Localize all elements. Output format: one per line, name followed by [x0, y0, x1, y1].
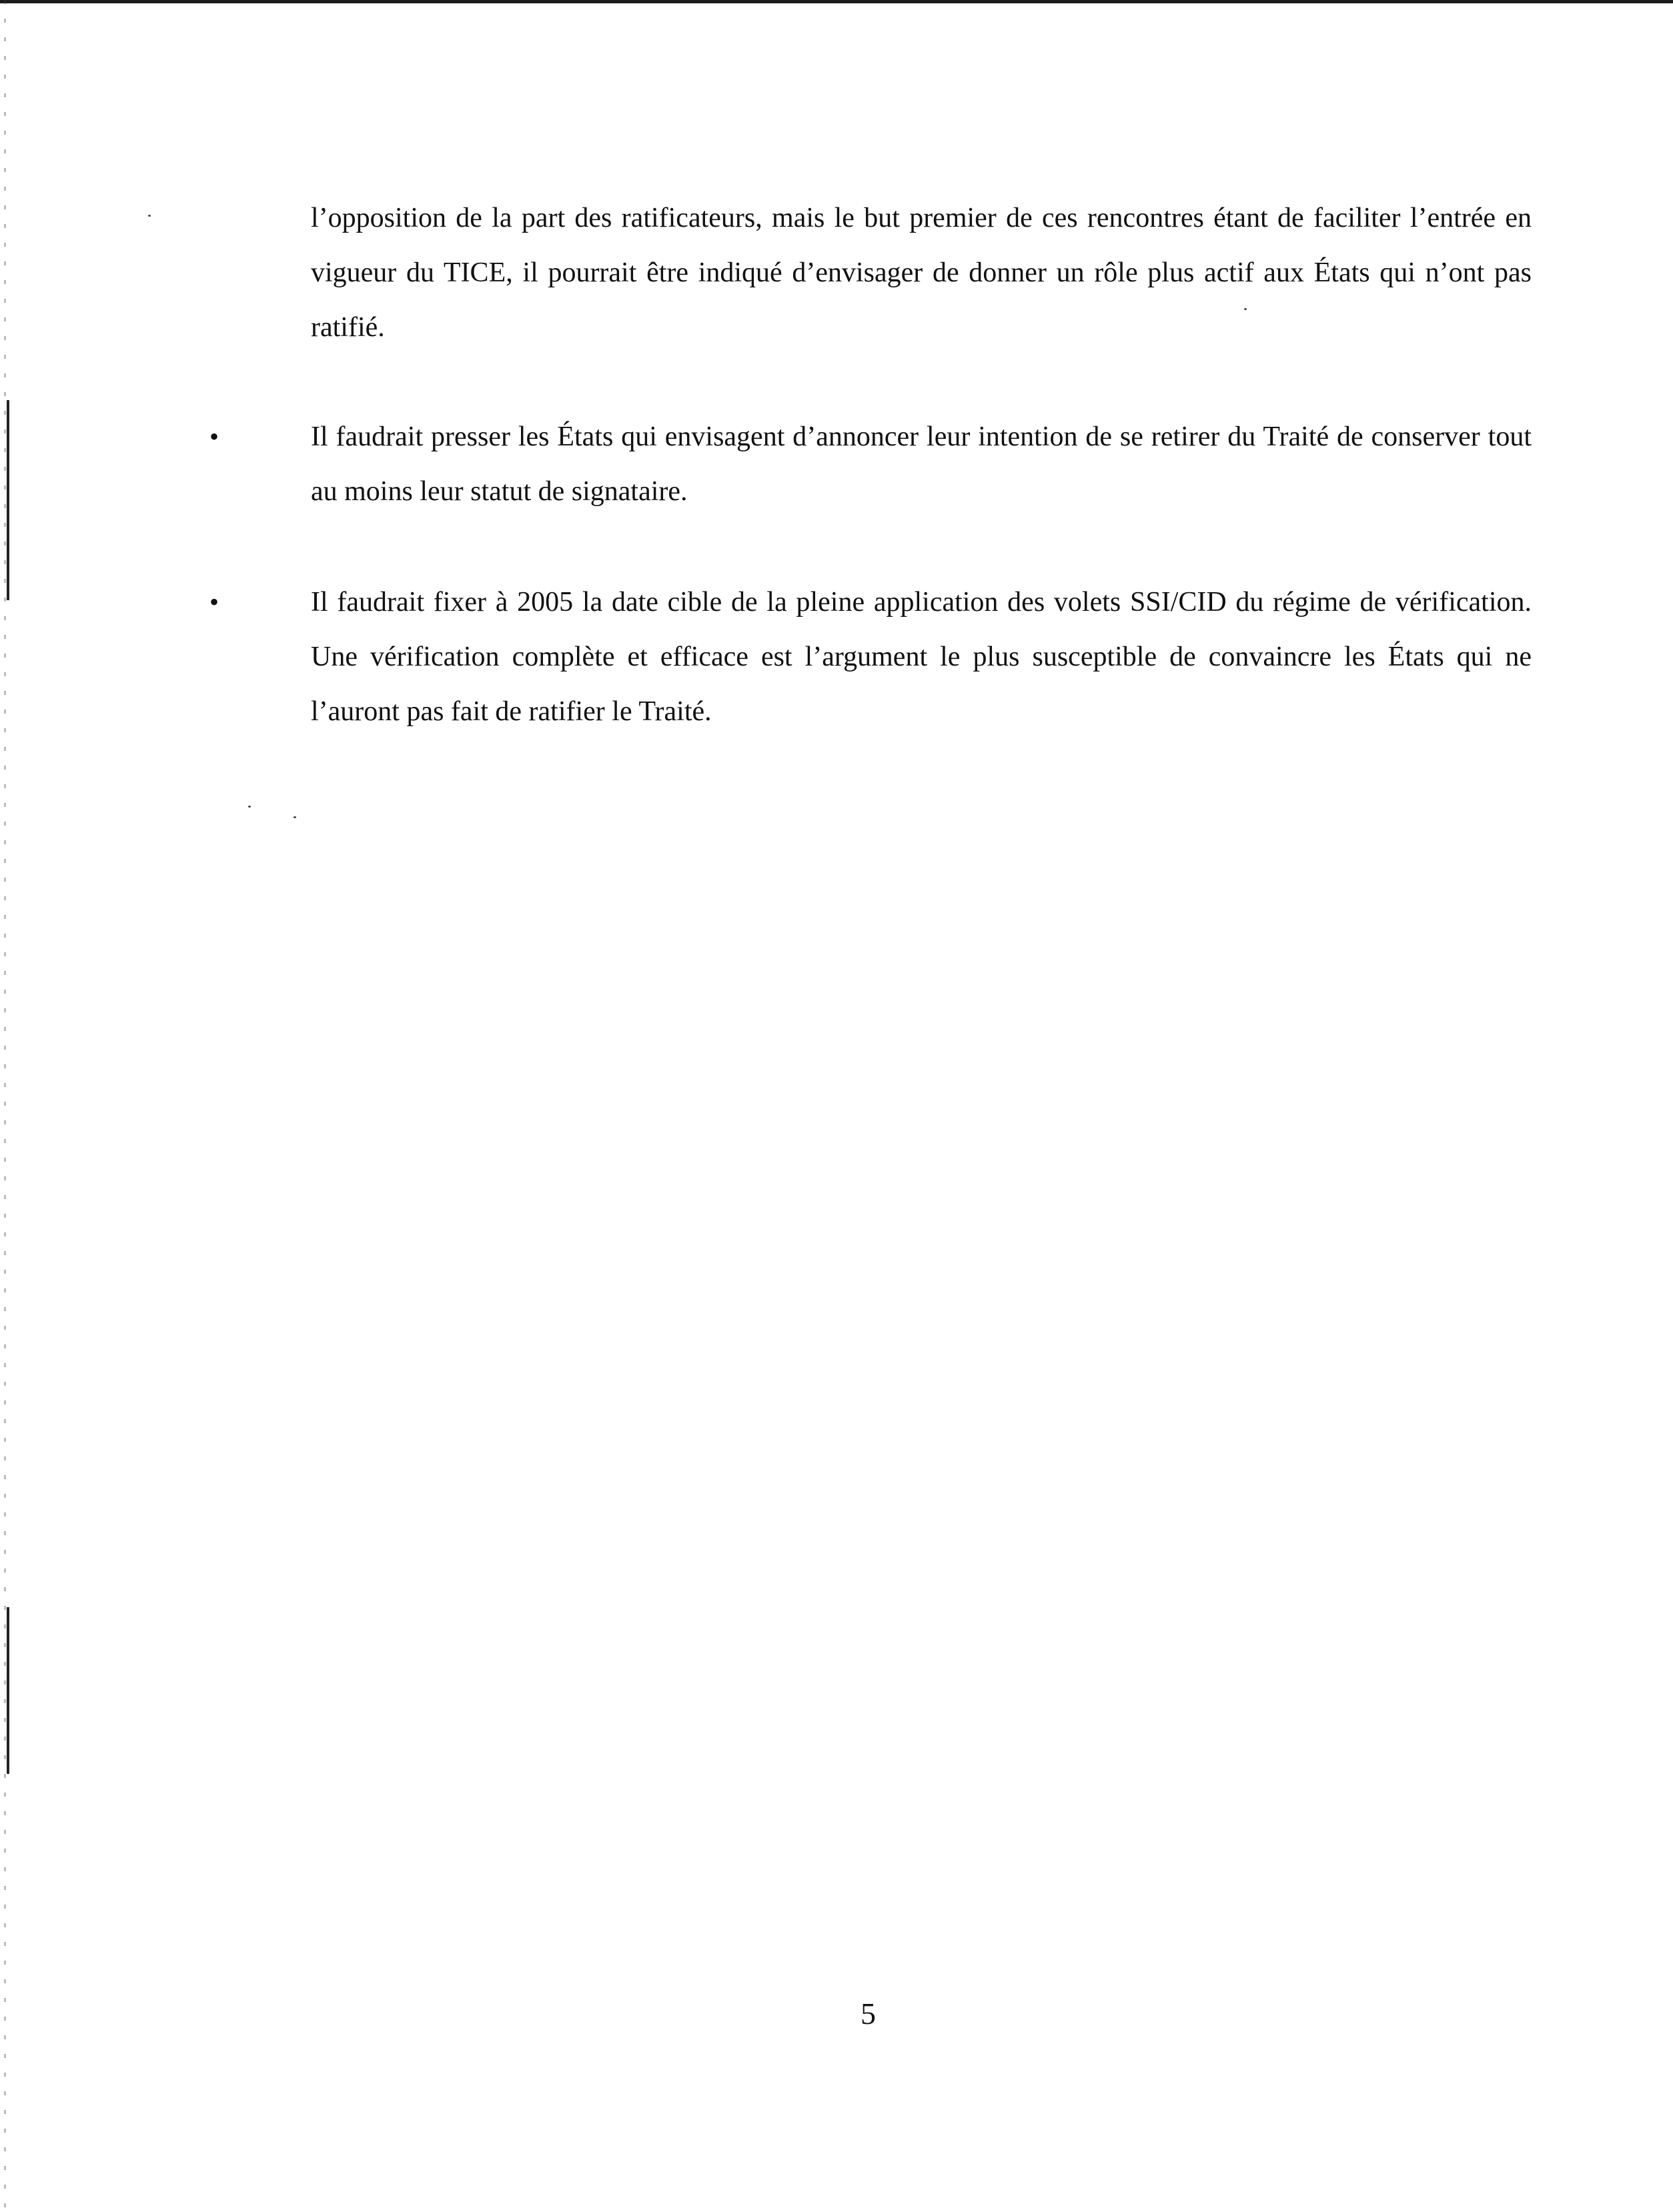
continued-paragraph: l’opposition de la part des ratificateurs, mais le but premier de ces rencontres étant de faciliter l’entrée en vigueur du TICE, il pourrait être indiqué d’envisager de donner un rôle plus actif aux États qui n’ont pas ratifié.	[311, 203, 1532, 343]
scan-speck	[248, 806, 251, 808]
scan-edge-mark	[7, 1607, 9, 1774]
scan-edge-mark	[7, 400, 9, 600]
bullet-marker: •	[209, 587, 219, 617]
page-number: 5	[861, 1997, 876, 2031]
scan-left-edge-noise	[4, 0, 6, 2212]
bullet-paragraph-signatory-status: Il faudrait presser les États qui envisagent d’annoncer leur intention de se retirer du Traité de conserver tout au moins leur statut de signataire.	[311, 421, 1532, 507]
bullet-marker: •	[209, 421, 219, 451]
scan-speck	[294, 816, 296, 818]
scan-speck	[148, 215, 151, 217]
scan-top-edge	[0, 0, 1673, 3]
bullet-paragraph-verification-target: Il faudrait fixer à 2005 la date cible de la pleine application des volets SSI/CID du régime de vérification. Une vérification complète et efficace est l’argument le plus susceptible de convaincre les États qui ne l’auront pas fait de ratifier le Traité.	[311, 587, 1532, 727]
